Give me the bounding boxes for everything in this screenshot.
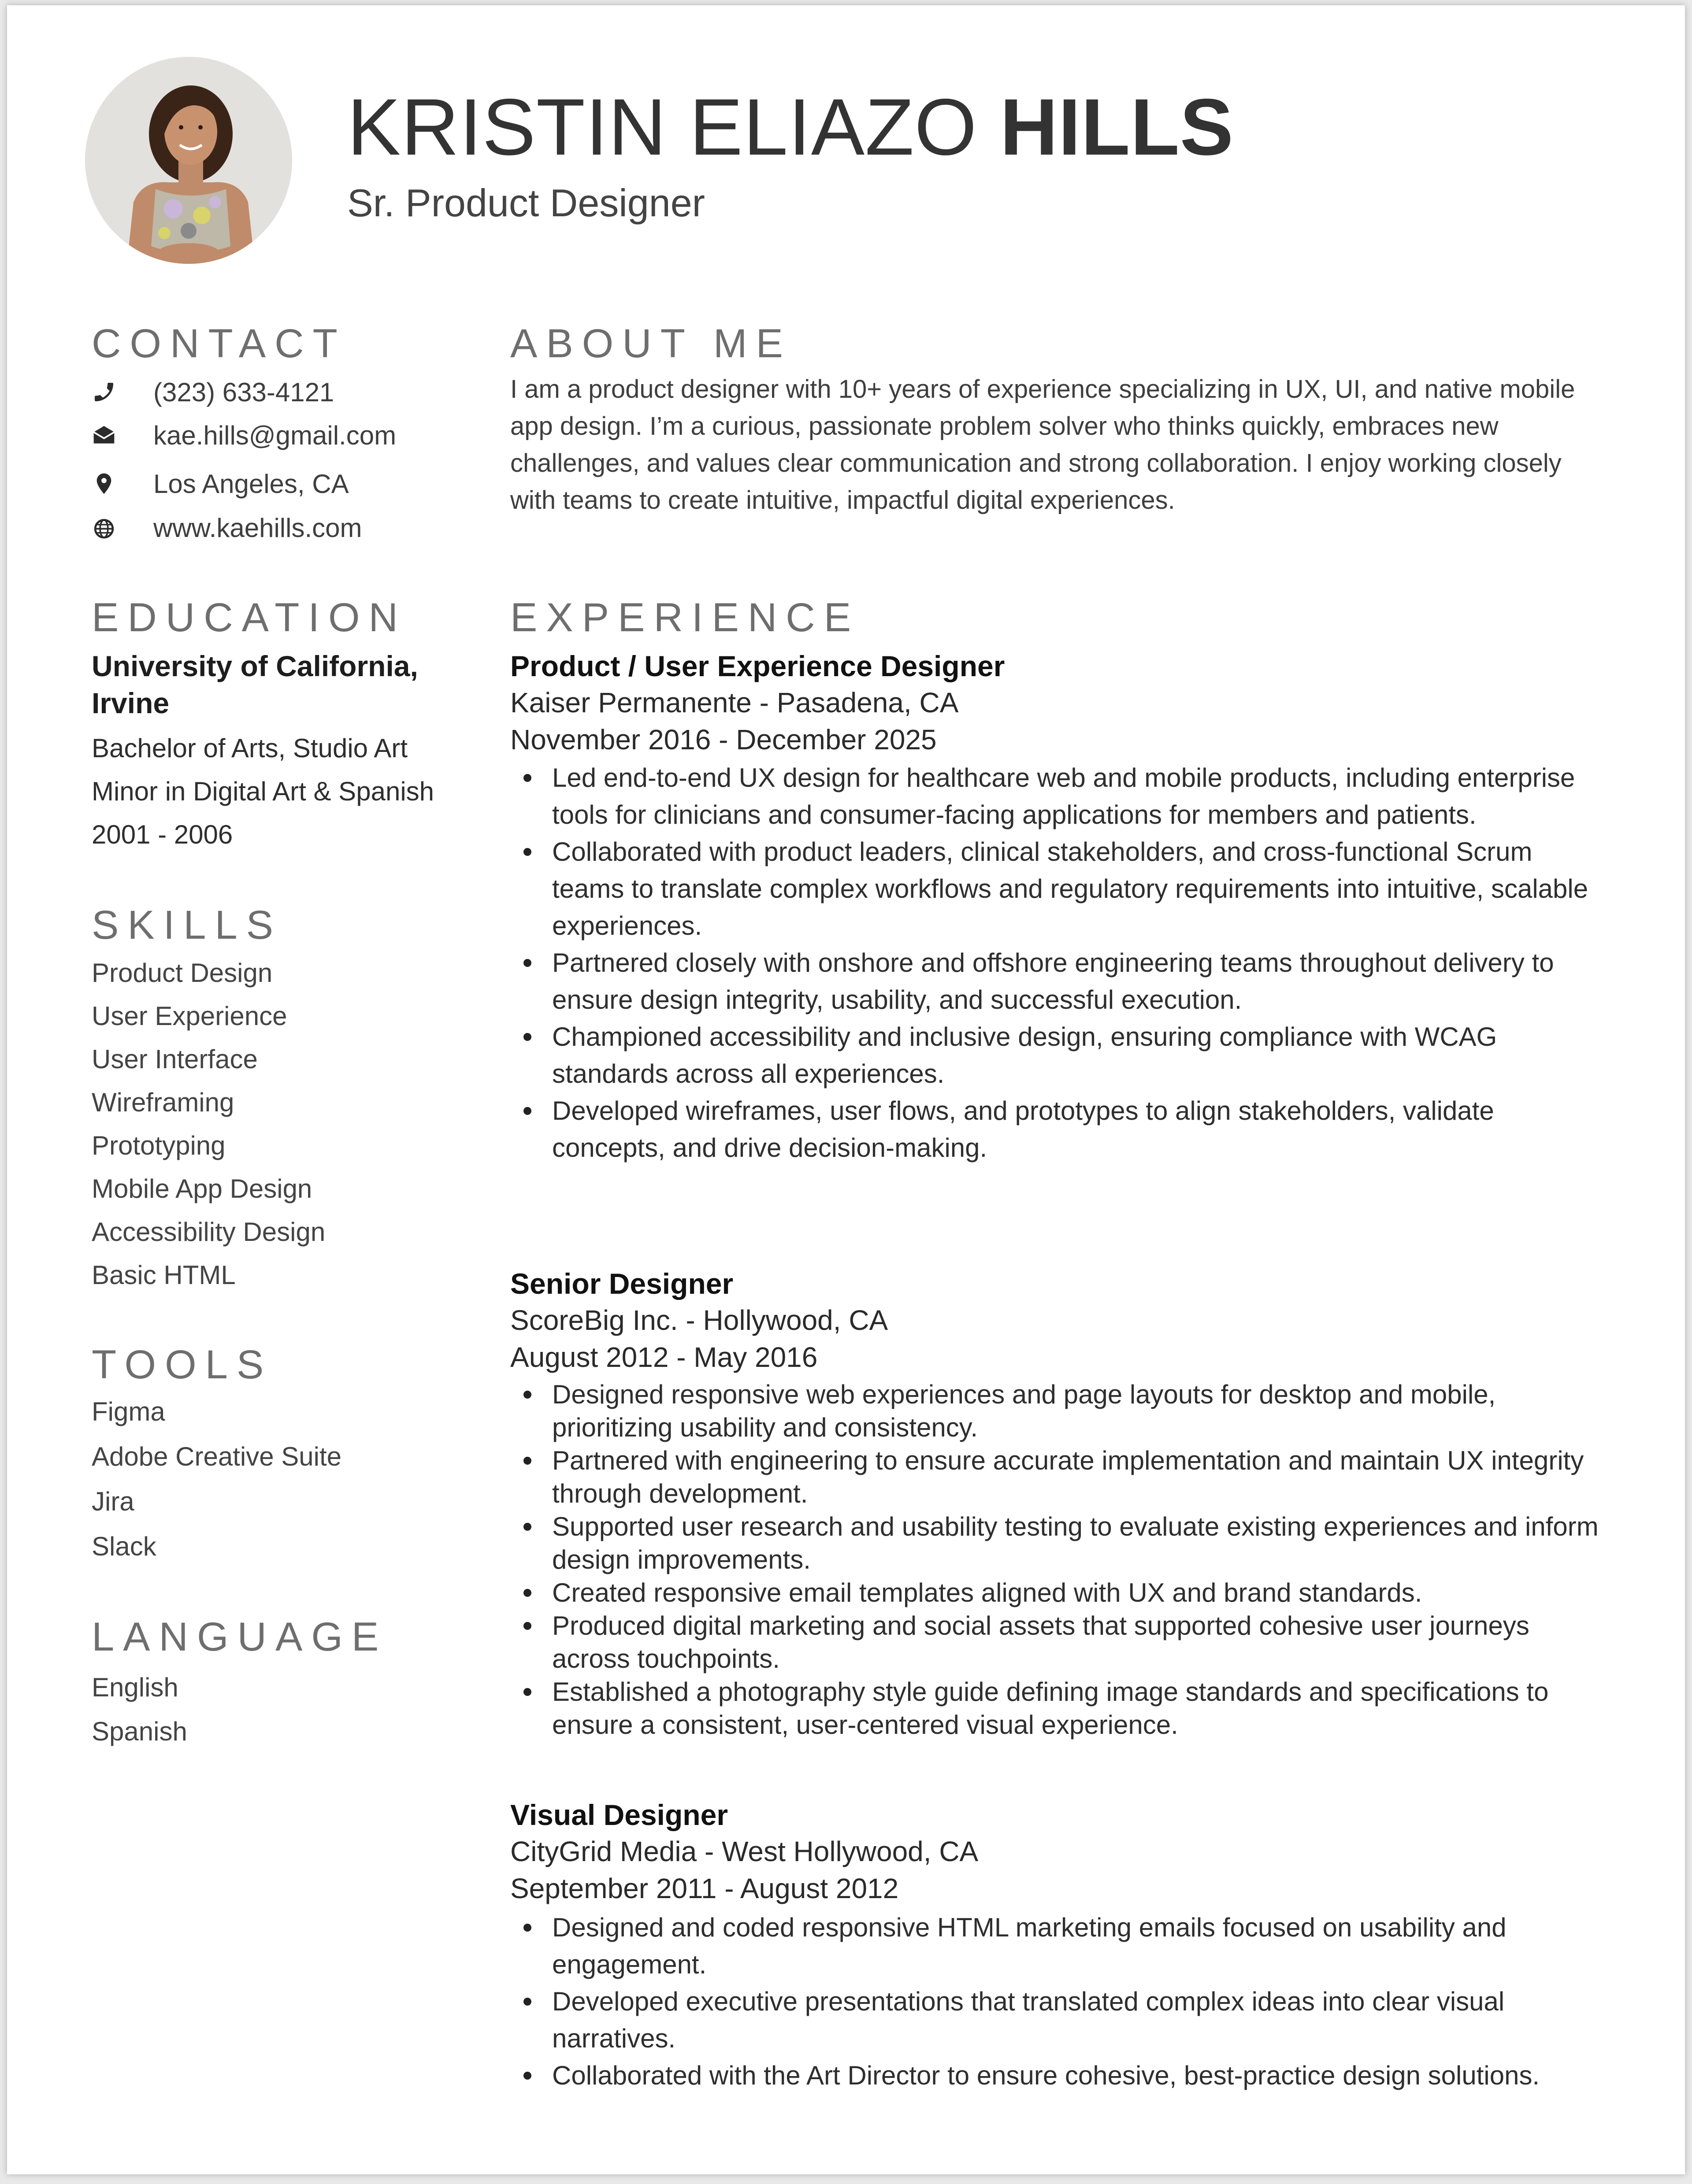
- full-name: [347, 82, 1234, 172]
- language-item: Spanish: [92, 1717, 187, 1746]
- contact-website: [92, 510, 362, 545]
- about-heading: ABOUT ME: [510, 321, 792, 366]
- list-item: Developed wireframes, user flows, and prototypes to align stakeholders, validate concepts, and drive decision-making.: [510, 1092, 1607, 1166]
- list-item: Established a photography style guide defining image standards and specifications to ensure a consistent, user-centered visual experience.: [510, 1675, 1607, 1741]
- education-heading: EDUCATION: [92, 595, 407, 640]
- phone-number[interactable]: (323) 633-4121: [153, 377, 334, 407]
- about-text: I am a product designer with 10+ years of experience specializing in UX, UI, and native mobile app design. I’m a curious, passionate problem solver who thinks quickly, embraces new challenges, and values clear communication and strong collaboration. I enjoy working closely with teams to create intuitive, impactful digital experiences.: [510, 375, 1575, 515]
- skill-item: Basic HTML: [92, 1260, 236, 1290]
- degree: Bachelor of Arts, Studio Art: [92, 733, 408, 763]
- job-bullets: [510, 1909, 1607, 2094]
- website-link[interactable]: www.kaehills.com: [153, 513, 362, 543]
- list-item: Created responsive email templates aligned with UX and brand standards.: [510, 1576, 1607, 1609]
- job-dates: September 2011 - August 2012: [510, 1873, 899, 1904]
- job-title: Senior Designer: [510, 1267, 734, 1300]
- tool-item: Adobe Creative Suite: [92, 1442, 342, 1471]
- list-item: Developed executive presentations that translated complex ideas into clear visual narratives.: [510, 1983, 1607, 2057]
- email-address[interactable]: kae.hills@gmail.com: [153, 420, 397, 450]
- location-pin-icon: [92, 468, 122, 499]
- list-item: Supported user research and usability testing to evaluate existing experiences and inform design improvements.: [510, 1510, 1607, 1576]
- minor: Minor in Digital Art & Spanish: [92, 777, 434, 806]
- envelope-icon: [92, 420, 122, 451]
- language-item: English: [92, 1673, 178, 1702]
- list-item: Collaborated with the Art Director to ensure cohesive, best-practice design solutions.: [510, 2057, 1607, 2094]
- resume-page: [7, 5, 1685, 2174]
- job-bullets: [510, 759, 1607, 1166]
- list-item: Championed accessibility and inclusive design, ensuring compliance with WCAG standards across all experiences.: [510, 1018, 1607, 1092]
- first-names: KRISTIN ELIAZO: [347, 82, 977, 172]
- job-title: Visual Designer: [510, 1799, 728, 1831]
- job-role: Sr. Product Designer: [347, 181, 705, 225]
- job-dates: August 2012 - May 2016: [510, 1341, 818, 1373]
- tool-item: Jira: [92, 1487, 134, 1516]
- language-heading: LANGUAGE: [92, 1614, 388, 1659]
- list-item: Designed responsive web experiences and page layouts for desktop and mobile, prioritizing usability and consistency.: [510, 1378, 1607, 1444]
- list-item: Designed and coded responsive HTML marketing emails focused on usability and engagement.: [510, 1909, 1607, 1983]
- globe-icon: [92, 512, 122, 543]
- tool-item: Figma: [92, 1397, 165, 1426]
- contact-heading: CONTACT: [92, 321, 346, 366]
- tool-item: Slack: [92, 1532, 156, 1561]
- job-bullets: [510, 1378, 1607, 1741]
- list-item: Partnered closely with onshore and offshore engineering teams throughout delivery to ensure design integrity, usability, and successful execution.: [510, 944, 1607, 1018]
- skill-item: Mobile App Design: [92, 1174, 312, 1203]
- job-title: Product / User Experience Designer: [510, 650, 1005, 682]
- list-item: Collaborated with product leaders, clinical stakeholders, and cross-functional Scrum teams to translate complex workflows and regulatory requirements into intuitive, scalable experiences.: [510, 833, 1607, 944]
- job-company: CityGrid Media - West Hollywood, CA: [510, 1836, 979, 1867]
- education-years: 2001 - 2006: [92, 820, 233, 849]
- contact-phone: [92, 374, 334, 410]
- skill-item: User Experience: [92, 1001, 287, 1031]
- tools-heading: TOOLS: [92, 1342, 273, 1387]
- profile-photo: [85, 57, 292, 264]
- list-item: Led end-to-end UX design for healthcare web and mobile products, including enterprise tools for clinicians and consumer-facing applications for members and patients.: [510, 759, 1607, 833]
- phone-icon: [92, 377, 122, 407]
- profile-photo-illustration: [85, 57, 292, 264]
- contact-email: [92, 418, 397, 453]
- location-text: Los Angeles, CA: [153, 469, 349, 499]
- job-company: Kaiser Permanente - Pasadena, CA: [510, 687, 959, 718]
- experience-heading: EXPERIENCE: [510, 595, 860, 640]
- list-item: Produced digital marketing and social assets that supported cohesive user journeys across touchpoints.: [510, 1609, 1607, 1675]
- skill-item: Wireframing: [92, 1088, 234, 1117]
- job-company: ScoreBig Inc. - Hollywood, CA: [510, 1304, 888, 1336]
- skill-item: User Interface: [92, 1044, 258, 1074]
- skills-heading: SKILLS: [92, 903, 282, 948]
- list-item: Partnered with engineering to ensure accurate implementation and maintain UX integrity through development.: [510, 1444, 1607, 1510]
- skill-item: Prototyping: [92, 1131, 226, 1160]
- skill-item: Accessibility Design: [92, 1217, 326, 1247]
- last-name: HILLS: [1000, 82, 1234, 172]
- job-dates: November 2016 - December 2025: [510, 724, 937, 755]
- skill-item: Product Design: [92, 958, 273, 988]
- contact-location: [92, 466, 349, 501]
- school-name: University of California, Irvine: [92, 650, 418, 719]
